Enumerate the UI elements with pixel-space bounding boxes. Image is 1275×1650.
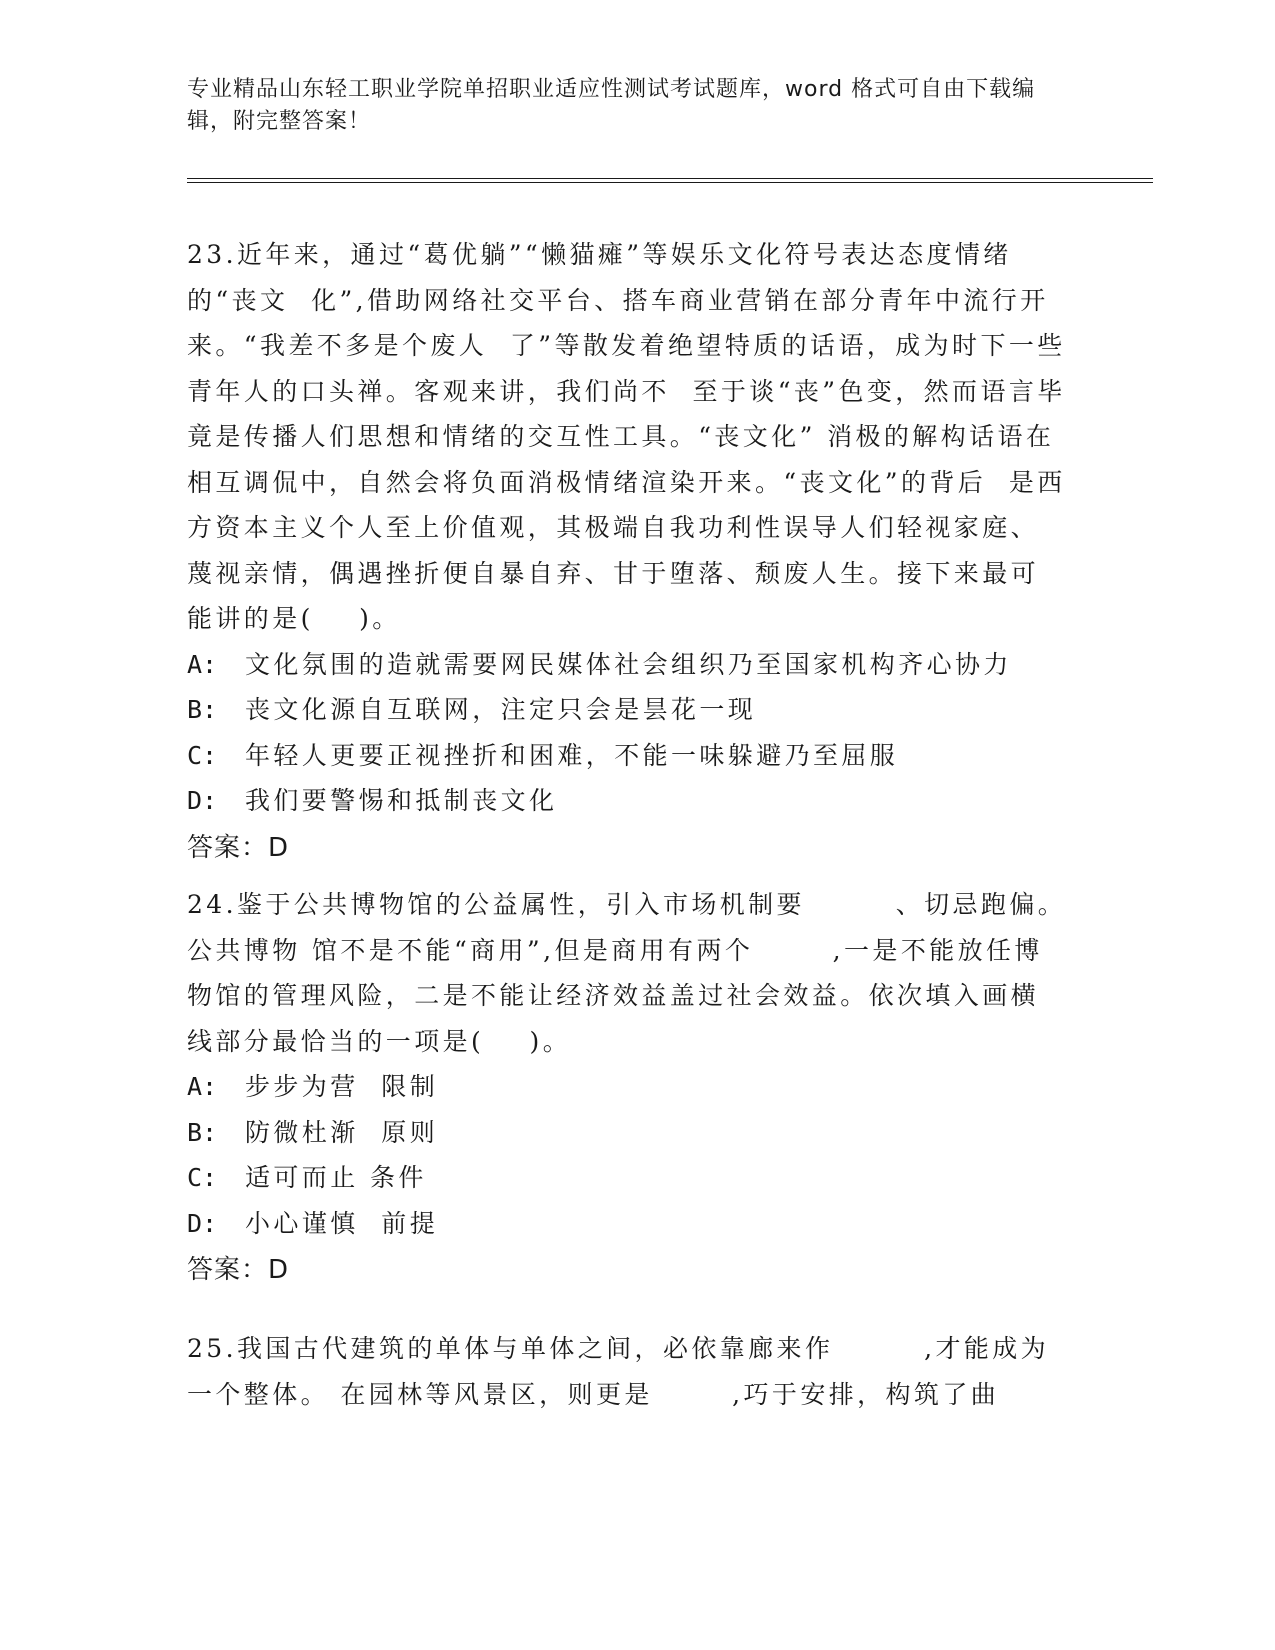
question-stem: 24.鉴于公共博物馆的公益属性，引入市场机制要 、切忌跑偏。公共博物 馆不是不能“商用”,但是商用有两个 ,一是不能放任博物馆的管理风险，二是不能让经济效益盖过社会效益。依次填入画横线部分最恰当的一项是( )。 <box>187 890 1067 1056</box>
question-25 <box>187 1326 1067 1417</box>
option-text: 步步为营 限制 <box>245 1072 439 1101</box>
question-stem: 23.近年来，通过“葛优躺”“懒猫瘫”等娱乐文化符号表达态度情绪的“丧文 化”,借助网络社交平台、搭车商业营销在部分青年中流行开来。“我差不多是个废人 了”等散发着绝望特质的话语，成为时下一些青年人的口头禅。客观来讲，我们尚不 至于谈“丧”色变，然而语言毕竟是传播人们思想和情绪的交互性工具。“丧文化” 消极的解构话语在相互调侃中，自然会将负面消极情绪渲染开来。“丧文化”的背后 是西方资本主义个人至上价值观，其极端自我功利性误导人们轻视家庭、蔑视亲情，偶遇挫折便自暴自弃、甘于堕落、颓废人生。接下来最可能讲的是( )。 <box>187 240 1066 633</box>
option-b <box>187 1110 1067 1156</box>
option-text: 适可而止 条件 <box>245 1163 427 1192</box>
answer-label: 答案：D <box>187 832 290 863</box>
option-text: 小心谨慎 前提 <box>245 1208 439 1238</box>
option-c <box>187 733 1067 779</box>
option-key: C: <box>187 1163 218 1192</box>
answer-label: 答案：D <box>187 1255 290 1285</box>
document-header: 专业精品山东轻工职业学院单招职业适应性测试考试题库，word 格式可自由下载编辑，附完整答案！ <box>187 77 1036 134</box>
option-b <box>187 687 1067 733</box>
option-list <box>187 642 1067 824</box>
option-text: 我们要警惕和抵制丧文化 <box>245 786 558 815</box>
question-23 <box>187 232 1067 871</box>
option-text: 文化氛围的造就需要网民媒体社会组织乃至国家机构齐心协力 <box>245 649 1012 679</box>
option-key: A: <box>187 649 218 679</box>
option-list <box>187 1064 1067 1246</box>
option-a <box>187 1064 1067 1110</box>
option-d <box>187 1201 1067 1247</box>
option-text: 防微杜渐 原则 <box>245 1117 439 1147</box>
option-c <box>187 1155 1067 1201</box>
header-divider-top <box>187 178 1153 179</box>
option-key: A: <box>187 1072 218 1101</box>
option-key: B: <box>187 1117 218 1147</box>
option-key: C: <box>187 740 218 770</box>
option-a <box>187 642 1067 688</box>
question-24 <box>187 882 1067 1294</box>
option-d <box>187 778 1067 824</box>
question-stem: 25.我国古代建筑的单体与单体之间，必依靠廊来作 ,才能成为一个整体。 在园林等风景区，则更是 ,巧于安排，构筑了曲 <box>187 1334 1050 1409</box>
header-divider-bottom <box>187 182 1153 183</box>
option-text: 丧文化源自互联网，注定只会是昙花一现 <box>245 695 757 724</box>
option-text: 年轻人更要正视挫折和困难，不能一味躲避乃至屈服 <box>245 740 899 770</box>
option-key: B: <box>187 695 218 724</box>
option-key: D: <box>187 786 218 815</box>
option-key: D: <box>187 1208 218 1238</box>
